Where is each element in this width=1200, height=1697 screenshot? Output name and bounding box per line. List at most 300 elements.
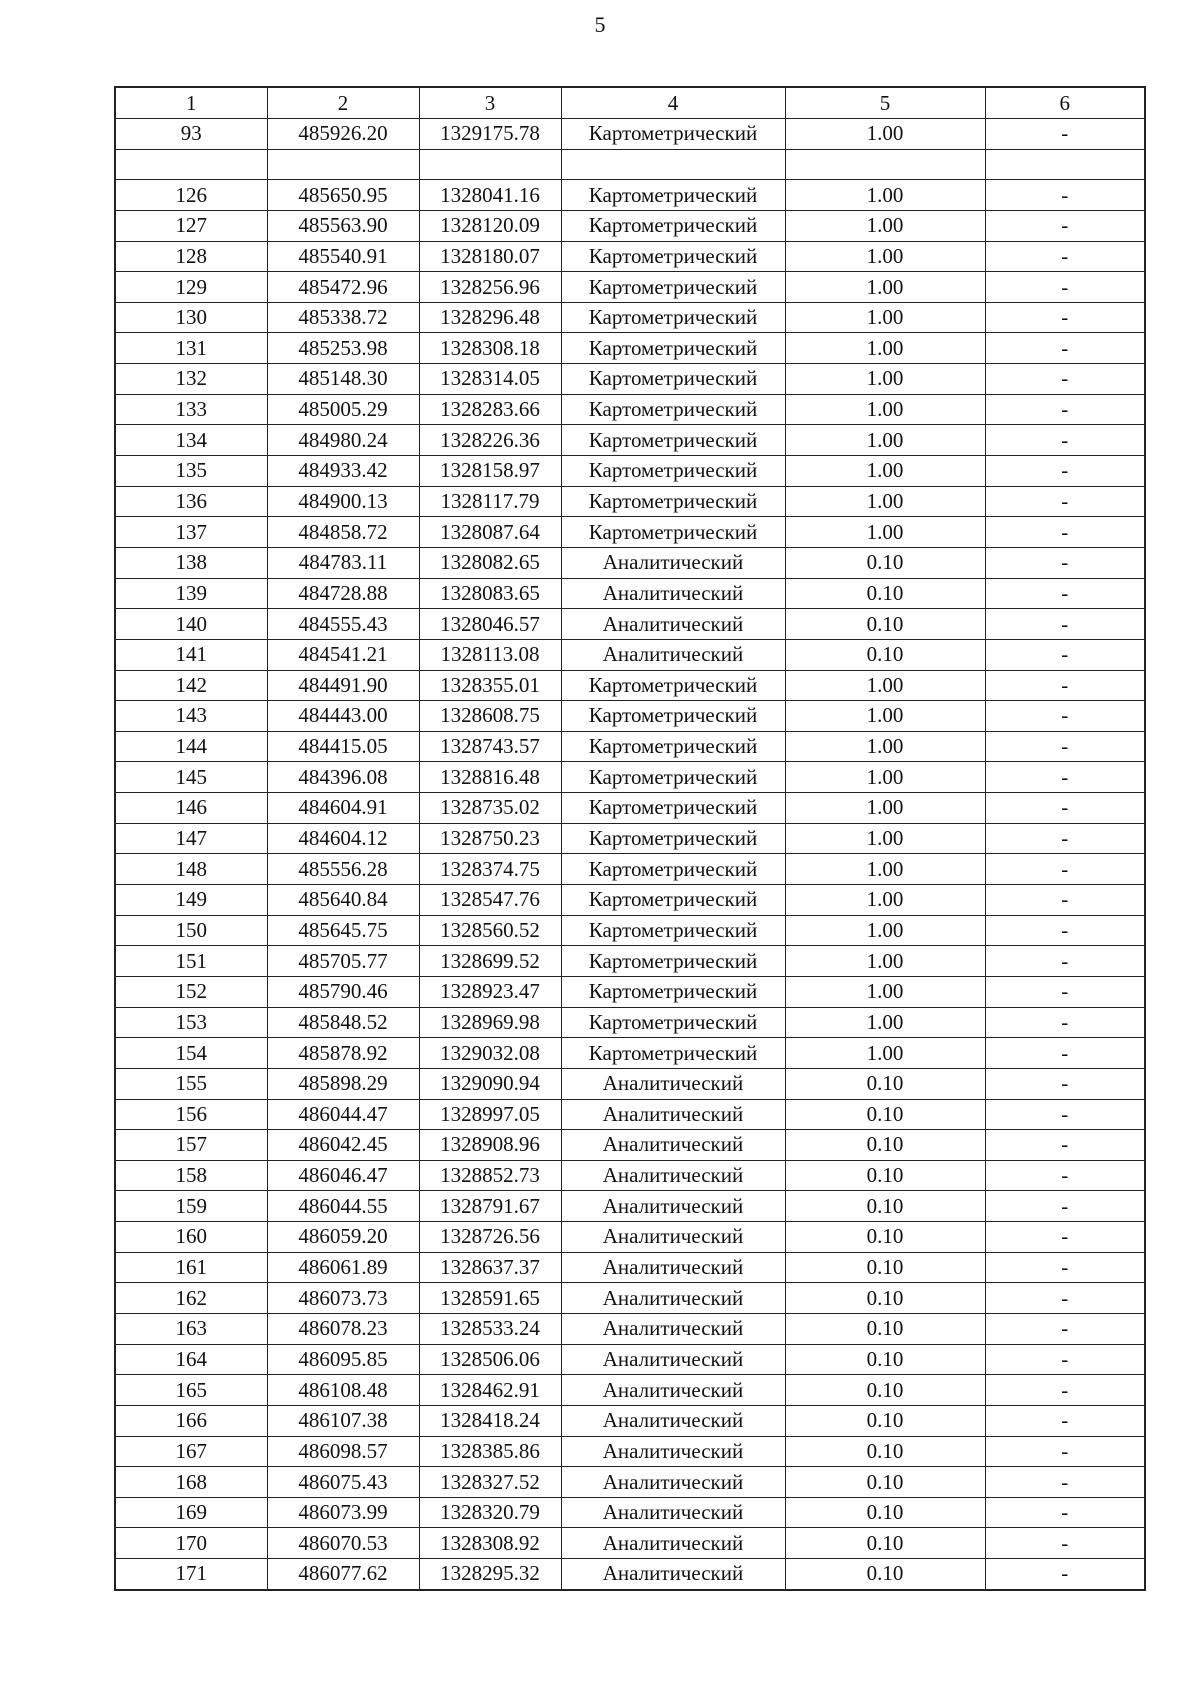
note-cell: - [985, 1068, 1145, 1099]
method-cell: Картометрический [561, 486, 785, 517]
y-coordinate-cell: 1328735.02 [419, 793, 561, 824]
x-coordinate-cell: 484491.90 [267, 670, 419, 701]
x-coordinate-cell: 484604.91 [267, 793, 419, 824]
method-cell: Картометрический [561, 302, 785, 333]
x-coordinate-cell: 485338.72 [267, 302, 419, 333]
point-number-cell: 150 [115, 915, 267, 946]
method-cell: Аналитический [561, 1528, 785, 1559]
coordinates-table [114, 86, 1146, 1591]
y-coordinate-cell: 1328283.66 [419, 394, 561, 425]
point-number-cell: 142 [115, 670, 267, 701]
table-row [115, 1497, 1145, 1528]
method-cell: Картометрический [561, 241, 785, 272]
method-cell: Картометрический [561, 425, 785, 456]
method-cell: Картометрический [561, 670, 785, 701]
method-cell: Картометрический [561, 701, 785, 732]
note-cell: - [985, 1497, 1145, 1528]
column-header: 3 [419, 87, 561, 119]
point-number-cell: 157 [115, 1130, 267, 1161]
method-cell: Картометрический [561, 762, 785, 793]
x-coordinate-cell: 486073.99 [267, 1497, 419, 1528]
y-coordinate-cell: 1328591.65 [419, 1283, 561, 1314]
table-row [115, 302, 1145, 333]
method-cell: Картометрический [561, 885, 785, 916]
note-cell: - [985, 1405, 1145, 1436]
x-coordinate-cell: 486108.48 [267, 1375, 419, 1406]
note-cell: - [985, 885, 1145, 916]
point-number-cell: 141 [115, 639, 267, 670]
table-row [115, 1038, 1145, 1069]
method-cell: Картометрический [561, 854, 785, 885]
table-row [115, 1160, 1145, 1191]
method-cell [561, 149, 785, 180]
y-coordinate-cell: 1328506.06 [419, 1344, 561, 1375]
page-number: 5 [594, 12, 606, 37]
note-cell: - [985, 1375, 1145, 1406]
accuracy-cell: 1.00 [785, 180, 985, 211]
method-cell: Картометрический [561, 333, 785, 364]
table-row [115, 272, 1145, 303]
note-cell: - [985, 1160, 1145, 1191]
y-coordinate-cell: 1328083.65 [419, 578, 561, 609]
accuracy-cell: 1.00 [785, 946, 985, 977]
table-row [115, 976, 1145, 1007]
x-coordinate-cell: 486061.89 [267, 1252, 419, 1283]
note-cell: - [985, 1467, 1145, 1498]
method-cell: Аналитический [561, 1405, 785, 1436]
accuracy-cell: 0.10 [785, 1160, 985, 1191]
table-row [115, 119, 1145, 150]
point-number-cell: 159 [115, 1191, 267, 1222]
note-cell: - [985, 1313, 1145, 1344]
y-coordinate-cell: 1328608.75 [419, 701, 561, 732]
accuracy-cell: 1.00 [785, 302, 985, 333]
accuracy-cell: 0.10 [785, 1191, 985, 1222]
point-number-cell: 143 [115, 701, 267, 732]
point-number-cell: 151 [115, 946, 267, 977]
method-cell: Аналитический [561, 547, 785, 578]
point-number-cell: 162 [115, 1283, 267, 1314]
y-coordinate-cell: 1328308.18 [419, 333, 561, 364]
note-cell: - [985, 793, 1145, 824]
y-coordinate-cell: 1328852.73 [419, 1160, 561, 1191]
method-cell: Картометрический [561, 1007, 785, 1038]
x-coordinate-cell: 486077.62 [267, 1559, 419, 1590]
method-cell: Картометрический [561, 456, 785, 487]
table-row [115, 639, 1145, 670]
point-number-cell [115, 149, 267, 180]
method-cell: Аналитический [561, 1559, 785, 1590]
x-coordinate-cell: 485926.20 [267, 119, 419, 150]
note-cell: - [985, 1007, 1145, 1038]
note-cell: - [985, 701, 1145, 732]
note-cell: - [985, 1283, 1145, 1314]
table-row [115, 1222, 1145, 1253]
accuracy-cell: 1.00 [785, 915, 985, 946]
point-number-cell: 160 [115, 1222, 267, 1253]
point-number-cell: 169 [115, 1497, 267, 1528]
x-coordinate-cell: 484443.00 [267, 701, 419, 732]
table-row [115, 547, 1145, 578]
x-coordinate-cell: 486044.55 [267, 1191, 419, 1222]
y-coordinate-cell [419, 149, 561, 180]
point-number-cell: 144 [115, 731, 267, 762]
point-number-cell: 129 [115, 272, 267, 303]
table-row [115, 1130, 1145, 1161]
table-row [115, 946, 1145, 977]
column-header: 1 [115, 87, 267, 119]
y-coordinate-cell: 1328816.48 [419, 762, 561, 793]
method-cell: Картометрический [561, 823, 785, 854]
point-number-cell: 154 [115, 1038, 267, 1069]
note-cell: - [985, 456, 1145, 487]
y-coordinate-cell: 1328908.96 [419, 1130, 561, 1161]
point-number-cell: 161 [115, 1252, 267, 1283]
y-coordinate-cell: 1328046.57 [419, 609, 561, 640]
x-coordinate-cell: 486078.23 [267, 1313, 419, 1344]
accuracy-cell: 0.10 [785, 1375, 985, 1406]
accuracy-cell: 1.00 [785, 210, 985, 241]
point-number-cell: 164 [115, 1344, 267, 1375]
note-cell: - [985, 302, 1145, 333]
y-coordinate-cell: 1328180.07 [419, 241, 561, 272]
table-row [115, 241, 1145, 272]
point-number-cell: 140 [115, 609, 267, 640]
point-number-cell: 163 [115, 1313, 267, 1344]
method-cell: Аналитический [561, 1160, 785, 1191]
table-row [115, 1344, 1145, 1375]
point-number-cell: 138 [115, 547, 267, 578]
table-row [115, 1436, 1145, 1467]
y-coordinate-cell: 1328533.24 [419, 1313, 561, 1344]
y-coordinate-cell: 1328308.92 [419, 1528, 561, 1559]
y-coordinate-cell: 1328560.52 [419, 915, 561, 946]
note-cell: - [985, 517, 1145, 548]
x-coordinate-cell: 486042.45 [267, 1130, 419, 1161]
y-coordinate-cell: 1328969.98 [419, 1007, 561, 1038]
point-number-cell: 132 [115, 364, 267, 395]
table-row [115, 885, 1145, 916]
table-row [115, 578, 1145, 609]
accuracy-cell: 0.10 [785, 1405, 985, 1436]
y-coordinate-cell: 1329090.94 [419, 1068, 561, 1099]
point-number-cell: 139 [115, 578, 267, 609]
note-cell: - [985, 670, 1145, 701]
x-coordinate-cell: 484541.21 [267, 639, 419, 670]
note-cell: - [985, 1559, 1145, 1590]
accuracy-cell [785, 149, 985, 180]
note-cell: - [985, 1344, 1145, 1375]
x-coordinate-cell: 484783.11 [267, 547, 419, 578]
y-coordinate-cell: 1328226.36 [419, 425, 561, 456]
accuracy-cell: 0.10 [785, 1344, 985, 1375]
table-row [115, 1528, 1145, 1559]
x-coordinate-cell: 485878.92 [267, 1038, 419, 1069]
point-number-cell: 134 [115, 425, 267, 456]
table-row [115, 1559, 1145, 1590]
table-row [115, 762, 1145, 793]
x-coordinate-cell: 485898.29 [267, 1068, 419, 1099]
table-row [115, 394, 1145, 425]
y-coordinate-cell: 1328113.08 [419, 639, 561, 670]
point-number-cell: 170 [115, 1528, 267, 1559]
note-cell: - [985, 547, 1145, 578]
accuracy-cell: 1.00 [785, 364, 985, 395]
x-coordinate-cell: 485540.91 [267, 241, 419, 272]
point-number-cell: 136 [115, 486, 267, 517]
method-cell: Аналитический [561, 1436, 785, 1467]
x-coordinate-cell: 486107.38 [267, 1405, 419, 1436]
y-coordinate-cell: 1328120.09 [419, 210, 561, 241]
method-cell: Аналитический [561, 1130, 785, 1161]
y-coordinate-cell: 1328041.16 [419, 180, 561, 211]
accuracy-cell: 1.00 [785, 762, 985, 793]
y-coordinate-cell: 1328791.67 [419, 1191, 561, 1222]
x-coordinate-cell: 485848.52 [267, 1007, 419, 1038]
point-number-cell: 167 [115, 1436, 267, 1467]
method-cell: Аналитический [561, 1099, 785, 1130]
x-coordinate-cell: 484858.72 [267, 517, 419, 548]
x-coordinate-cell: 485253.98 [267, 333, 419, 364]
table-row [115, 1313, 1145, 1344]
x-coordinate-cell: 485472.96 [267, 272, 419, 303]
x-coordinate-cell: 485640.84 [267, 885, 419, 916]
point-number-cell: 146 [115, 793, 267, 824]
point-number-cell: 168 [115, 1467, 267, 1498]
note-cell: - [985, 241, 1145, 272]
table-row [115, 823, 1145, 854]
point-number-cell: 93 [115, 119, 267, 150]
note-cell: - [985, 1252, 1145, 1283]
y-coordinate-cell: 1328314.05 [419, 364, 561, 395]
accuracy-cell: 1.00 [785, 394, 985, 425]
table-row [115, 670, 1145, 701]
table-header [115, 87, 1145, 119]
y-coordinate-cell: 1328374.75 [419, 854, 561, 885]
note-cell: - [985, 762, 1145, 793]
x-coordinate-cell: 484604.12 [267, 823, 419, 854]
method-cell: Аналитический [561, 1497, 785, 1528]
point-number-cell: 148 [115, 854, 267, 885]
accuracy-cell: 0.10 [785, 1436, 985, 1467]
point-number-cell: 165 [115, 1375, 267, 1406]
table-row [115, 1375, 1145, 1406]
table-row [115, 517, 1145, 548]
accuracy-cell: 0.10 [785, 639, 985, 670]
method-cell: Картометрический [561, 976, 785, 1007]
x-coordinate-cell: 484555.43 [267, 609, 419, 640]
accuracy-cell: 1.00 [785, 272, 985, 303]
method-cell: Аналитический [561, 1191, 785, 1222]
y-coordinate-cell: 1328547.76 [419, 885, 561, 916]
accuracy-cell: 1.00 [785, 731, 985, 762]
table-row [115, 1191, 1145, 1222]
point-number-cell: 145 [115, 762, 267, 793]
table-row [115, 333, 1145, 364]
accuracy-cell: 1.00 [785, 823, 985, 854]
note-cell [985, 149, 1145, 180]
note-cell: - [985, 823, 1145, 854]
table-body [115, 119, 1145, 1590]
column-header: 2 [267, 87, 419, 119]
table-row [115, 425, 1145, 456]
y-coordinate-cell: 1328997.05 [419, 1099, 561, 1130]
table-row [115, 210, 1145, 241]
y-coordinate-cell: 1328637.37 [419, 1252, 561, 1283]
accuracy-cell: 0.10 [785, 1467, 985, 1498]
note-cell: - [985, 1436, 1145, 1467]
x-coordinate-cell: 485645.75 [267, 915, 419, 946]
x-coordinate-cell: 486046.47 [267, 1160, 419, 1191]
method-cell: Картометрический [561, 394, 785, 425]
point-number-cell: 135 [115, 456, 267, 487]
method-cell: Картометрический [561, 272, 785, 303]
accuracy-cell: 1.00 [785, 241, 985, 272]
point-number-cell: 147 [115, 823, 267, 854]
x-coordinate-cell: 486073.73 [267, 1283, 419, 1314]
y-coordinate-cell: 1329175.78 [419, 119, 561, 150]
point-number-cell: 158 [115, 1160, 267, 1191]
table-row [115, 854, 1145, 885]
note-cell: - [985, 272, 1145, 303]
note-cell: - [985, 486, 1145, 517]
point-number-cell: 127 [115, 210, 267, 241]
point-number-cell: 153 [115, 1007, 267, 1038]
point-number-cell: 152 [115, 976, 267, 1007]
y-coordinate-cell: 1328726.56 [419, 1222, 561, 1253]
column-header: 6 [985, 87, 1145, 119]
method-cell: Аналитический [561, 1252, 785, 1283]
method-cell: Картометрический [561, 210, 785, 241]
accuracy-cell: 1.00 [785, 701, 985, 732]
point-number-cell: 155 [115, 1068, 267, 1099]
table-row [115, 1467, 1145, 1498]
accuracy-cell: 1.00 [785, 1007, 985, 1038]
x-coordinate-cell: 485005.29 [267, 394, 419, 425]
accuracy-cell: 1.00 [785, 885, 985, 916]
point-number-cell: 128 [115, 241, 267, 272]
y-coordinate-cell: 1328699.52 [419, 946, 561, 977]
x-coordinate-cell: 486059.20 [267, 1222, 419, 1253]
note-cell: - [985, 425, 1145, 456]
y-coordinate-cell: 1328296.48 [419, 302, 561, 333]
method-cell: Картометрический [561, 946, 785, 977]
note-cell: - [985, 1222, 1145, 1253]
method-cell: Картометрический [561, 517, 785, 548]
y-coordinate-cell: 1328320.79 [419, 1497, 561, 1528]
note-cell: - [985, 210, 1145, 241]
accuracy-cell: 0.10 [785, 1099, 985, 1130]
accuracy-cell: 1.00 [785, 1038, 985, 1069]
table-row [115, 701, 1145, 732]
note-cell: - [985, 731, 1145, 762]
table-row [115, 456, 1145, 487]
y-coordinate-cell: 1328385.86 [419, 1436, 561, 1467]
x-coordinate-cell: 485650.95 [267, 180, 419, 211]
note-cell: - [985, 1528, 1145, 1559]
x-coordinate-cell: 486095.85 [267, 1344, 419, 1375]
y-coordinate-cell: 1329032.08 [419, 1038, 561, 1069]
note-cell: - [985, 333, 1145, 364]
table-row [115, 915, 1145, 946]
accuracy-cell: 0.10 [785, 1559, 985, 1590]
accuracy-cell: 1.00 [785, 670, 985, 701]
accuracy-cell: 1.00 [785, 456, 985, 487]
table-row [115, 793, 1145, 824]
y-coordinate-cell: 1328743.57 [419, 731, 561, 762]
note-cell: - [985, 915, 1145, 946]
accuracy-cell: 0.10 [785, 547, 985, 578]
note-cell: - [985, 119, 1145, 150]
accuracy-cell: 1.00 [785, 793, 985, 824]
point-number-cell: 156 [115, 1099, 267, 1130]
method-cell: Аналитический [561, 1467, 785, 1498]
y-coordinate-cell: 1328923.47 [419, 976, 561, 1007]
y-coordinate-cell: 1328256.96 [419, 272, 561, 303]
method-cell: Картометрический [561, 180, 785, 211]
table-row [115, 364, 1145, 395]
method-cell: Картометрический [561, 364, 785, 395]
y-coordinate-cell: 1328462.91 [419, 1375, 561, 1406]
header-row [115, 87, 1145, 119]
accuracy-cell: 0.10 [785, 1497, 985, 1528]
table-row [115, 149, 1145, 180]
y-coordinate-cell: 1328158.97 [419, 456, 561, 487]
x-coordinate-cell: 486044.47 [267, 1099, 419, 1130]
method-cell: Аналитический [561, 1068, 785, 1099]
note-cell: - [985, 364, 1145, 395]
x-coordinate-cell: 484900.13 [267, 486, 419, 517]
table-row [115, 1099, 1145, 1130]
accuracy-cell: 0.10 [785, 1130, 985, 1161]
y-coordinate-cell: 1328082.65 [419, 547, 561, 578]
point-number-cell: 130 [115, 302, 267, 333]
method-cell: Аналитический [561, 639, 785, 670]
method-cell: Аналитический [561, 1222, 785, 1253]
accuracy-cell: 1.00 [785, 333, 985, 364]
point-number-cell: 126 [115, 180, 267, 211]
y-coordinate-cell: 1328327.52 [419, 1467, 561, 1498]
column-header: 5 [785, 87, 985, 119]
x-coordinate-cell: 484728.88 [267, 578, 419, 609]
table-row [115, 486, 1145, 517]
method-cell: Аналитический [561, 1344, 785, 1375]
note-cell: - [985, 639, 1145, 670]
table-row [115, 1405, 1145, 1436]
method-cell: Картометрический [561, 793, 785, 824]
y-coordinate-cell: 1328418.24 [419, 1405, 561, 1436]
method-cell: Аналитический [561, 578, 785, 609]
x-coordinate-cell: 485148.30 [267, 364, 419, 395]
note-cell: - [985, 1038, 1145, 1069]
method-cell: Аналитический [561, 1313, 785, 1344]
column-header: 4 [561, 87, 785, 119]
method-cell: Картометрический [561, 119, 785, 150]
note-cell: - [985, 1099, 1145, 1130]
note-cell: - [985, 854, 1145, 885]
note-cell: - [985, 180, 1145, 211]
table-row [115, 180, 1145, 211]
accuracy-cell: 0.10 [785, 1068, 985, 1099]
method-cell: Картометрический [561, 915, 785, 946]
x-coordinate-cell: 485705.77 [267, 946, 419, 977]
accuracy-cell: 0.10 [785, 1252, 985, 1283]
table-row [115, 731, 1145, 762]
point-number-cell: 149 [115, 885, 267, 916]
table-row [115, 1068, 1145, 1099]
x-coordinate-cell [267, 149, 419, 180]
method-cell: Аналитический [561, 609, 785, 640]
